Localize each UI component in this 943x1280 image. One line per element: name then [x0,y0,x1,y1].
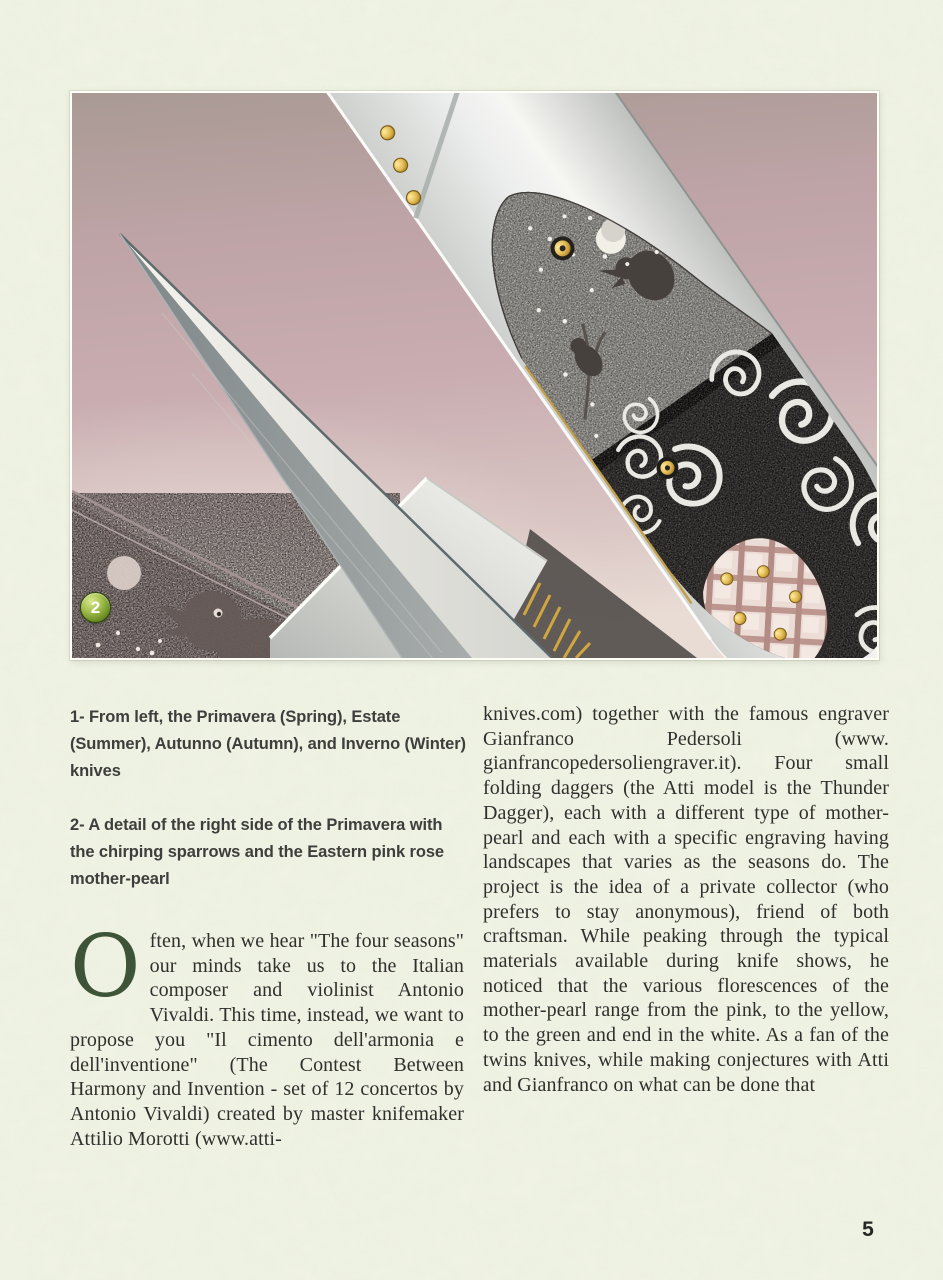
article-column-right: knives.com) together with the famous engraver Gianfranco Pedersoli (www. gianfrancopedersoliengraver.it). Four small folding daggers (the Atti model is the Thunder Dagger), each with a different type of mother-pearl and each with a specific engraving having landscapes that varies as the seasons do. The project is the idea of a private collector (who prefers to stay anonymous), friend of both craftsman. While peaking through the typical materials available during knife shows, he noticed that the various florescences of the mother-pearl range from the pink, to the yellow, to the green and end in the white. As a fan of the twins knives, while making conjectures with Atti and Gianfranco on what can be done that [483,703,889,1096]
knife-photo [72,93,877,658]
page-number: 5 [862,1218,874,1241]
caption-2: 2- A detail of the right side of the Primavera with the chirping sparrows and the Eastern pink rose mother-pearl [70,816,444,888]
caption-1: 1- From left, the Primavera (Spring), Estate (Summer), Autunno (Autumn), and Inverno (Winter) knives [70,708,466,780]
figure-number-badge: 2 [80,592,111,623]
article-column-left [70,917,464,1151]
drop-cap: O [70,917,141,1017]
caption-block [70,704,470,920]
article-text-left: ften, when we hear "The four seasons" our minds take us to the Italian composer and violinist Antonio Vivaldi. This time, instead, we want to propose you "Il cimento dell'armonia e dell'inventione" (The Contest Between Harmony and Invention - set of 12 concertos by Antonio Vivaldi) created by master knifemaker Attilio Morotti (www.atti- [70,930,464,1150]
knife-photo-figure [70,91,879,660]
